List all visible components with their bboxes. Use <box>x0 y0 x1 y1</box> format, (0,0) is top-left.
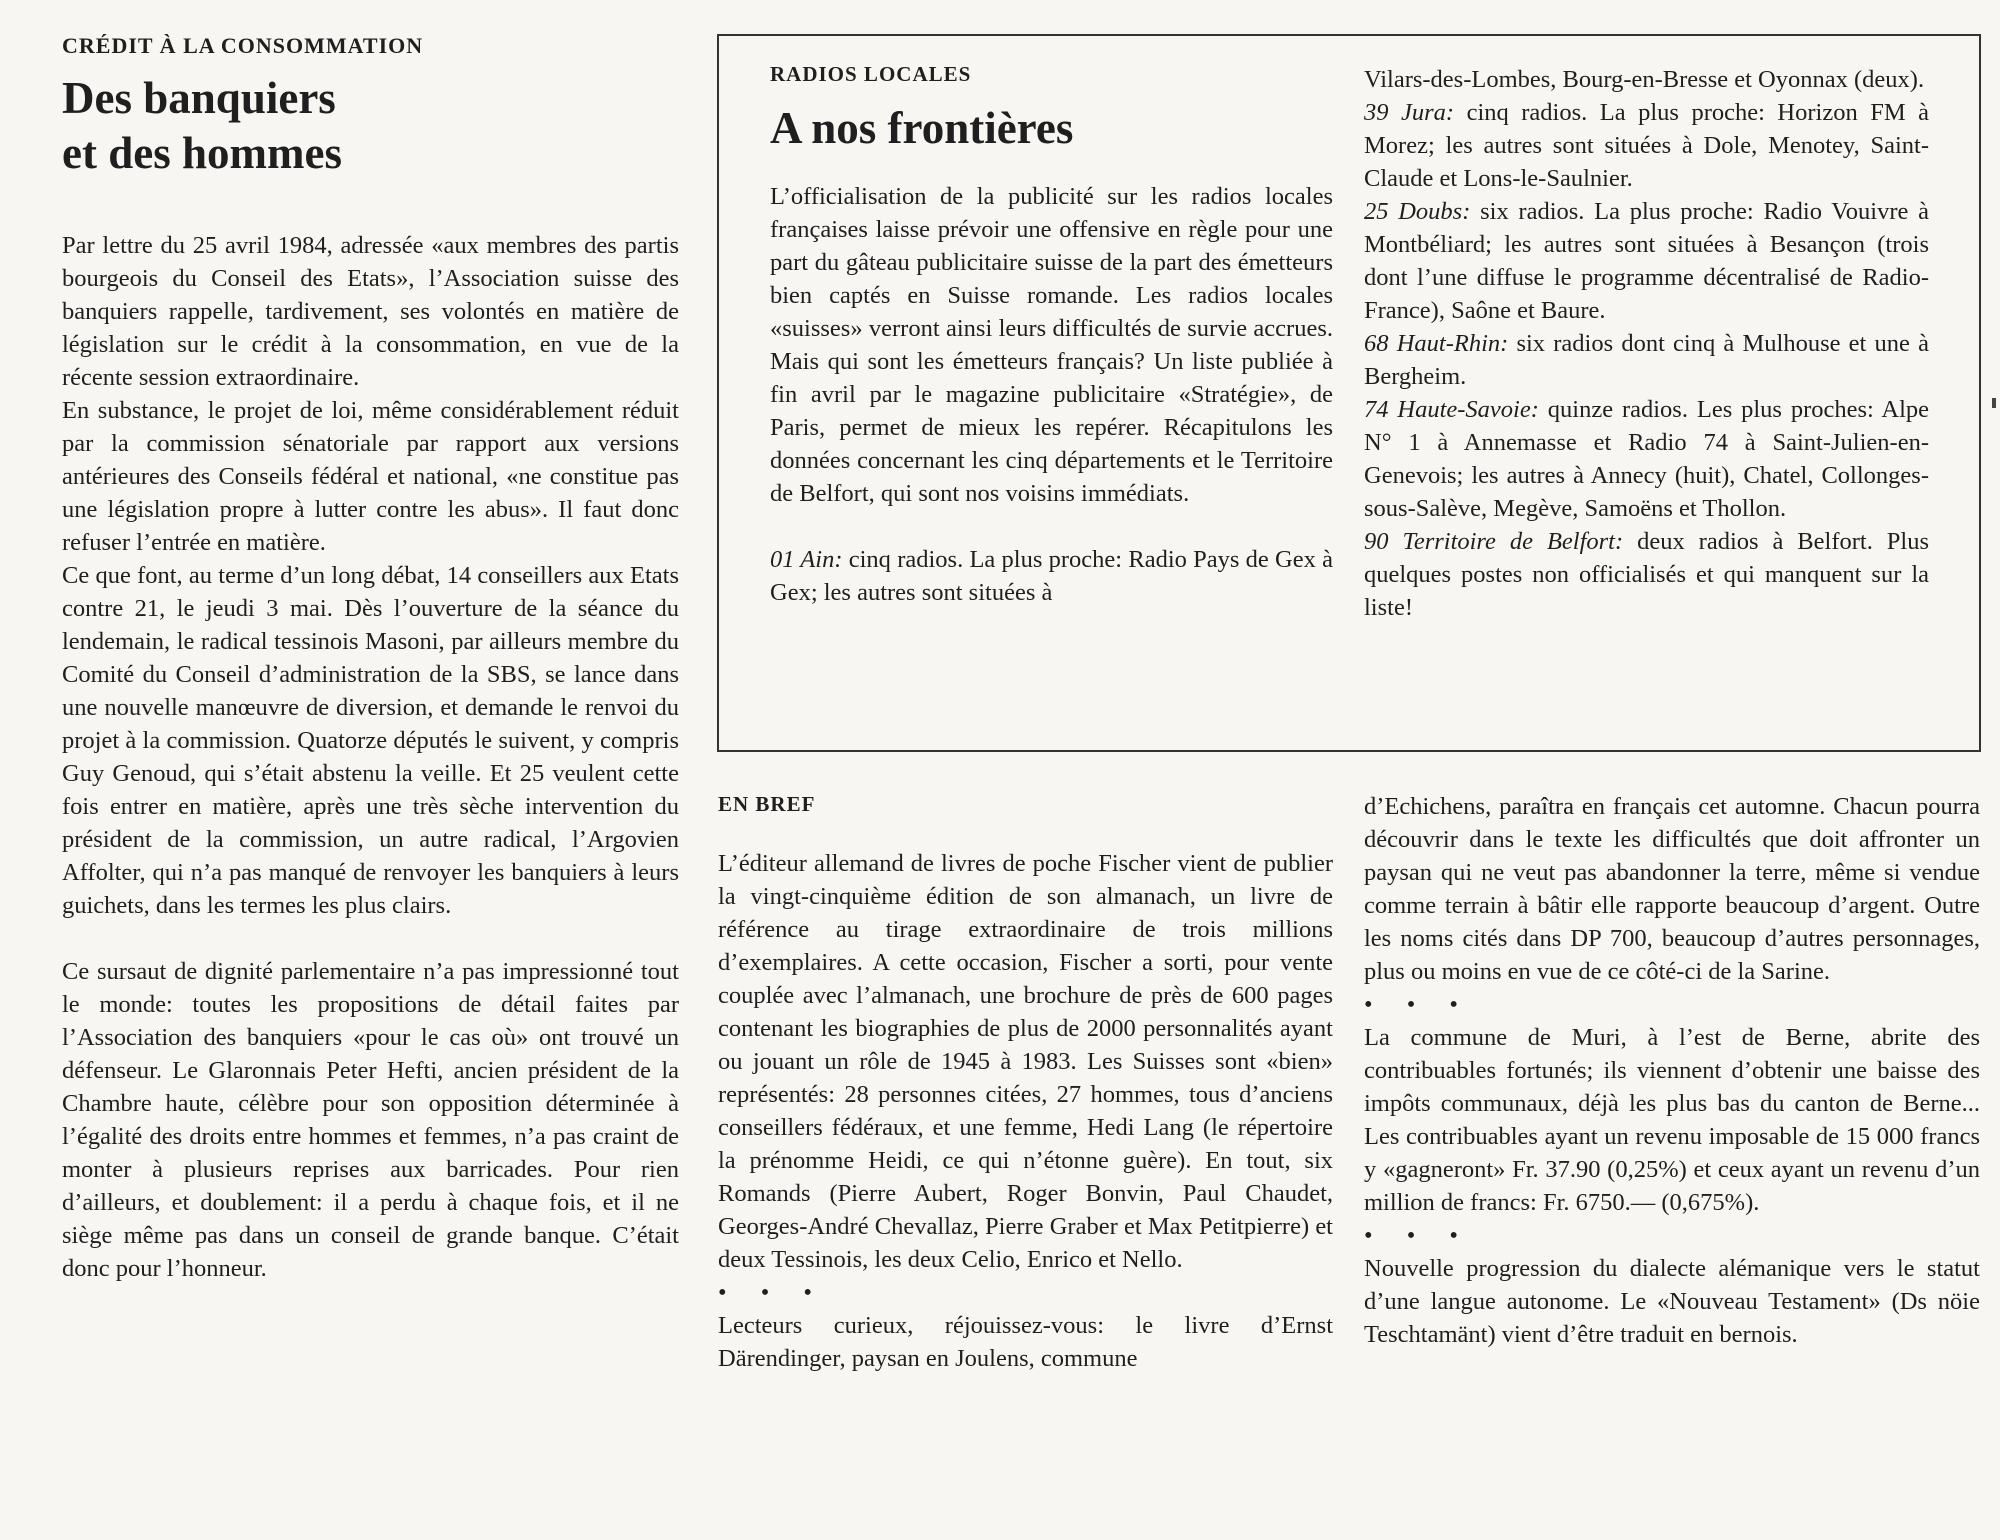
credit-kicker: CRÉDIT À LA CONSOMMATION <box>62 33 424 58</box>
bref-body-middle <box>718 847 1333 1375</box>
bref-separator-3: • • • <box>1364 1222 1472 1249</box>
credit-paragraph-1: Par lettre du 25 avril 1984, adressée «aux membres des partis bourgeois du Conseil des Etats», l’Association suisse des banquiers rappelle, tardivement, ses volontés en matière de législation sur le crédit à la consommation, en vue de la récente session extraordinaire. <box>62 232 679 391</box>
radios-item-belfort-text: deux radios à Belfort. Plus quelques postes non officialisés et qui manquent sur la liste! <box>1364 528 1929 621</box>
radios-item-doubs-dept: 25 Doubs: <box>1364 198 1471 225</box>
bref-paragraph-2-cont: d’Echichens, paraîtra en français cet automne. Chacun pourra découvrir dans le texte les difficultés que doit affronter un paysan qui ne veut pas abandonner la terre, même si vendue comme terrain à bâtir elle rapporte beaucoup d’argent. Outre les noms cités dans DP 700, beaucoup d’autres personnages, plus ou moins en vue de ce côté-ci de la Sarine. <box>1364 793 1980 985</box>
radios-item-belfort-dept: 90 Territoire de Belfort: <box>1364 528 1624 555</box>
credit-paragraph-4: Ce sursaut de dignité parlementaire n’a pas impressionné tout le monde: toutes les propositions de détail faites par l’Association des banquiers «pour le cas où» ont trouvé un défenseur. Le Glaronnais Peter Hefti, ancien président de la Chambre haute, célèbre pour son opposition déterminée à l’égalité des droits entre hommes et femmes, n’a pas craint de monter à plusieurs reprises aux barricades. Pour rien d’ailleurs, et doublement: il a perdu à chaque fois, et il ne siège même pas dans un conseil de grande banque. C’était donc pour l’honneur. <box>62 958 679 1282</box>
radios-item-hautesavoie-text: quinze radios. Les plus proches: Alpe N° 1 à Annemasse et Radio 74 à Saint-Julien-en-Genevois; les autres à Annecy (huit), Chatel, Collonges-sous-Salève, Megève, Samoëns et Thollon. <box>1364 396 1929 522</box>
radios-item-hautesavoie <box>1364 393 1929 525</box>
credit-article <box>62 30 679 1285</box>
credit-headline-line2: et des hommes <box>62 128 342 178</box>
radios-body-left <box>770 180 1333 609</box>
credit-paragraph-2: En substance, le projet de loi, même considérablement réduit par la commission sénatoriale par rapport aux versions antérieures des Conseils fédéral et national, «ne constitue pas une législation propre à lutter contre les abus». Il faut donc refuser l’entrée en matière. <box>62 397 679 556</box>
credit-body <box>62 229 679 1285</box>
bref-kicker: EN BREF <box>718 792 816 816</box>
radios-item-ain-text-a: cinq radios. La plus proche: Radio Pays de Gex à Gex; les autres sont situées à <box>770 546 1333 606</box>
bref-paragraph-3: La commune de Muri, à l’est de Berne, abrite des contribuables fortunés; ils viennent d’obtenir une baisse des impôts communaux, déjà les plus bas du canton de Berne... Les contribuables ayant un revenu imposable de 15 000 francs y «gagneront» Fr. 37.90 (0,25%) et ceux ayant un revenu d’un million de francs: Fr. 6750.— (0,675%). <box>1364 1024 1980 1216</box>
radios-item-ain-dept: 01 Ain: <box>770 546 843 573</box>
radios-kicker: RADIOS LOCALES <box>770 62 972 86</box>
radios-left-column <box>770 62 1333 609</box>
bref-right-column <box>1364 790 1980 1351</box>
radios-item-jura <box>1364 96 1929 195</box>
radios-item-hautrhin-text: six radios dont cinq à Mulhouse et une à Bergheim. <box>1364 330 1929 390</box>
bref-paragraph-1: L’éditeur allemand de livres de poche Fischer vient de publier la vingt-cinquième édition de son almanach, un livre de référence au tirage extraordinaire de trois millions d’exemplaires. A cette occasion, Fischer a sorti, pour vente couplée avec l’almanach, une brochure de près de 600 pages contenant les biographies de plus de 2000 personnalités ayant ou jouant un rôle de 1945 à 1983. Les Suisses sont «bien» représentés: 28 personnes citées, 27 hommes, tous d’anciens conseillers fédéraux, et une femme, Hedi Lang (le répertoire la prénomme Heidi, ce qui n’étonne guère). En tout, six Romands (Pierre Aubert, Roger Bonvin, Paul Chaudet, Georges-André Chevallaz, Pierre Graber et Max Petitpierre) et deux Tessinois, les deux Celio, Enrico et Nello. <box>718 850 1333 1273</box>
radios-right-column <box>1364 63 1929 624</box>
radios-item-jura-dept: 39 Jura: <box>1364 99 1455 126</box>
radios-item-doubs <box>1364 195 1929 327</box>
bref-paragraph-2-start: Lecteurs curieux, réjouissez-vous: le livre d’Ernst Därendinger, paysan en Joulens, commune <box>718 1312 1333 1372</box>
bref-middle-column <box>718 792 1333 1375</box>
credit-paragraph-3: Ce que font, au terme d’un long débat, 14 conseillers aux Etats contre 21, le jeudi 3 mai. Dès l’ouverture de la séance du lendemain, le radical tessinois Masoni, par ailleurs membre du Comité du Conseil d’administration de la SBS, se lance dans une nouvelle manœuvre de diversion, et demande le renvoi du projet à la commission. Quatorze députés le suivent, y compris Guy Genoud, qui s’était abstenu la veille. Et 25 veulent cette fois entrer en matière, après une très sèche intervention du président de la commission, un autre radical, l’Argovien Affolter, qui n’a pas manqué de renvoyer les banquiers à leurs guichets, dans les termes les plus clairs. <box>62 562 679 919</box>
radios-item-doubs-text: six radios. La plus proche: Radio Vouivre à Montbéliard; les autres sont situées à Besançon (trois dont l’une diffuse le programme décentralisé de Radio-France), Saône et Baure. <box>1364 198 1929 324</box>
margin-mark <box>1992 398 1996 408</box>
radios-item-ain-cont: Vilars-des-Lombes, Bourg-en-Bresse et Oyonnax (deux). <box>1364 66 1925 93</box>
bref-paragraph-4: Nouvelle progression du dialecte alémanique vers le statut d’une langue autonome. Le «Nouveau Testament» (Ds nöie Teschtamänt) vient d’être traduit en bernois. <box>1364 1255 1980 1348</box>
credit-headline <box>62 71 679 181</box>
radios-intro: L’officialisation de la publicité sur les radios locales françaises laisse prévoir une offensive en règle pour une part du gâteau publicitaire suisse de la part des émetteurs bien captés en Suisse romande. Les radios locales «suisses» verront ainsi leurs difficultés de survie accrues. Mais qui sont les émetteurs français? Un liste publiée à fin avril par le magazine publicitaire «Stratégie», de Paris, permet de mieux les repérer. Récapitulons les données concernant les cinq départements et le Territoire de Belfort, qui sont nos voisins immédiats. <box>770 183 1333 507</box>
radios-item-belfort <box>1364 525 1929 624</box>
radios-item-hautesavoie-dept: 74 Haute-Savoie: <box>1364 396 1539 423</box>
radios-headline: A nos frontières <box>770 103 1074 153</box>
radios-item-hautrhin-dept: 68 Haut-Rhin: <box>1364 330 1509 357</box>
bref-separator-2: • • • <box>1364 991 1472 1018</box>
bref-separator-1: • • • <box>718 1279 826 1306</box>
credit-headline-line1: Des banquiers <box>62 73 336 123</box>
radios-item-hautrhin <box>1364 327 1929 393</box>
radios-item-ain <box>770 543 1333 609</box>
radios-item-jura-text: cinq radios. La plus proche: Horizon FM à Morez; les autres sont situées à Dole, Menotey, Saint-Claude et Lons-le-Saulnier. <box>1364 99 1929 192</box>
